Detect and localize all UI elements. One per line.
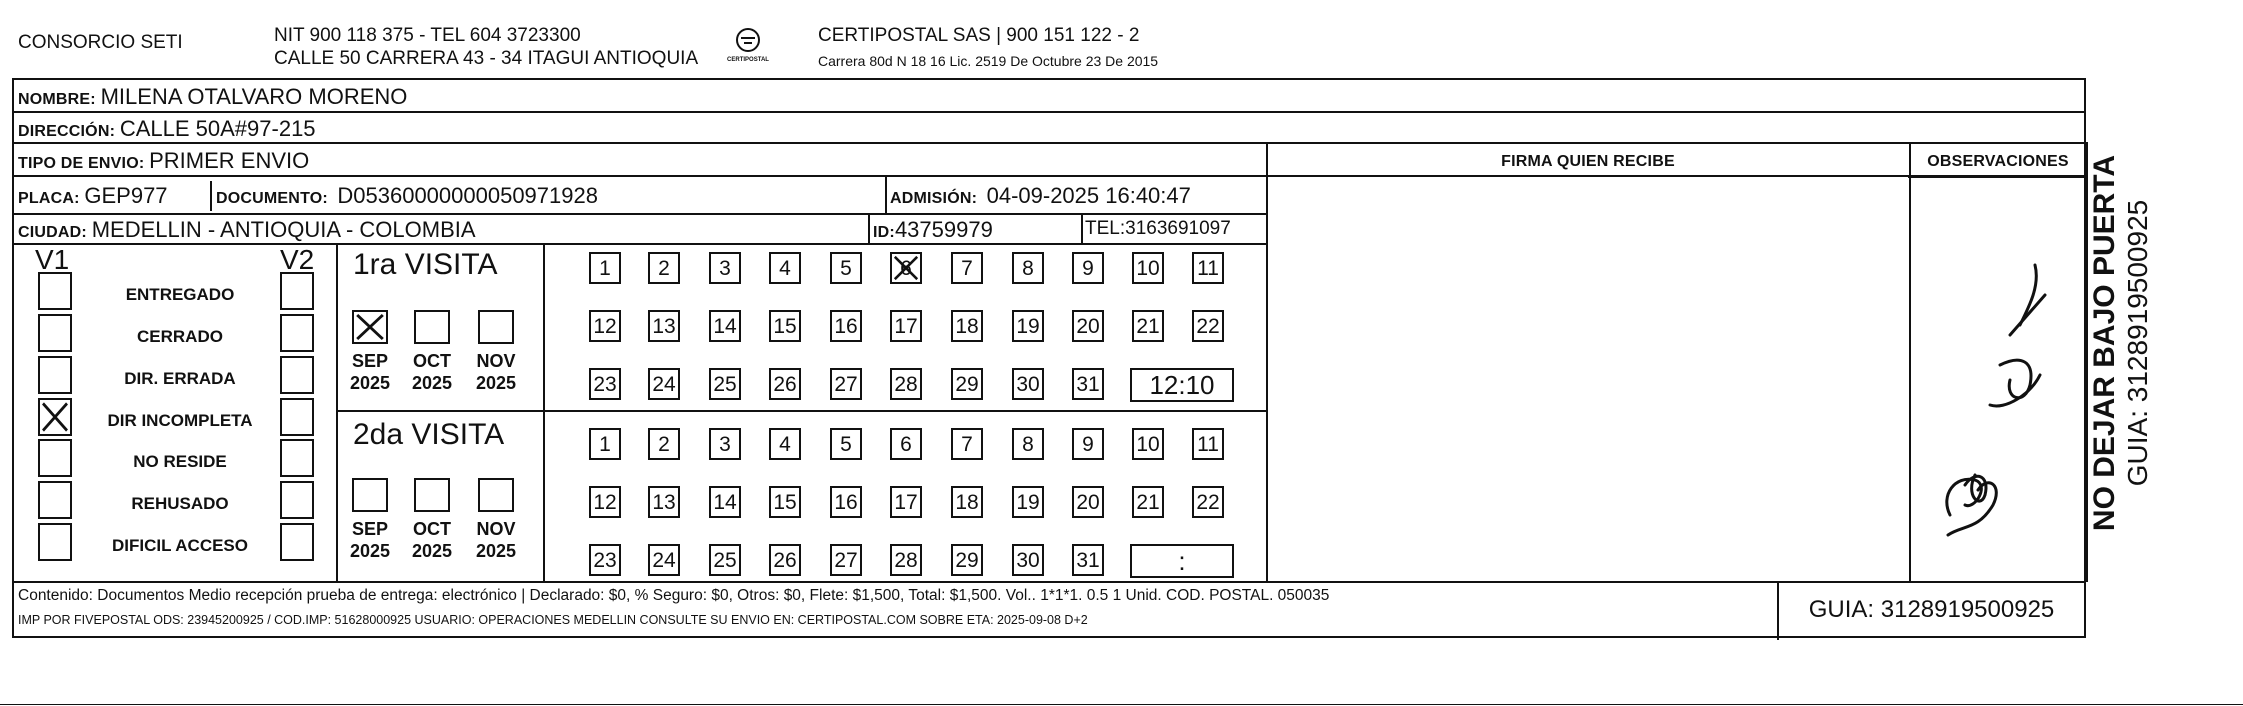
visita2-day-cell[interactable]: 28	[890, 544, 922, 576]
visita1-month-checkbox[interactable]	[478, 310, 514, 344]
direccion-row	[18, 116, 316, 142]
company-name: CONSORCIO SETI	[18, 32, 183, 53]
month-name: OCT	[413, 351, 451, 371]
month-year: 2025	[411, 541, 453, 561]
v2-label: V2	[280, 244, 315, 275]
nombre-label: NOMBRE:	[18, 91, 96, 108]
v1-checkbox[interactable]	[38, 356, 72, 394]
visita2-day-cell[interactable]: 17	[890, 486, 922, 518]
visita1-day-cell[interactable]: 2	[648, 252, 680, 284]
tipo-value: PRIMER ENVIO	[149, 148, 310, 173]
visita1-day-cell[interactable]: 8	[1012, 252, 1044, 284]
nit-line: NIT 900 118 375 - TEL 604 3723300	[274, 25, 581, 46]
status-option-label: CERRADO	[137, 327, 223, 346]
nombre-value: MILENA OTALVARO MORENO	[100, 84, 408, 109]
visita1-day-cell[interactable]: 26	[769, 368, 801, 400]
visita2-day-cell[interactable]: 18	[951, 486, 983, 518]
observaciones-signature	[1920, 215, 2060, 555]
visita2-day-cell[interactable]: 21	[1132, 486, 1164, 518]
v2-checkbox[interactable]	[280, 272, 314, 310]
visita2-day-cell[interactable]: 11	[1192, 428, 1224, 460]
id-row	[873, 217, 993, 243]
v2-checkbox[interactable]	[280, 356, 314, 394]
month-name: SEP	[351, 519, 389, 539]
visita1-day-cell[interactable]: 17	[890, 310, 922, 342]
documento-value: D05360000000050971928	[337, 183, 598, 208]
admision-row	[890, 183, 1191, 209]
visita2-time-field[interactable]: :	[1130, 544, 1234, 578]
v2-checkbox[interactable]	[280, 439, 314, 477]
admision-label: ADMISIÓN:	[890, 190, 978, 207]
visita1-day-cell[interactable]: 18	[951, 310, 983, 342]
month-year: 2025	[475, 373, 517, 393]
ciudad-label: CIUDAD:	[18, 224, 87, 241]
visita2-day-cell[interactable]: 29	[951, 544, 983, 576]
visita2-month-checkbox[interactable]	[478, 478, 514, 512]
direccion-label: DIRECCIÓN:	[18, 123, 116, 140]
visita1-day-cell[interactable]: 31	[1072, 368, 1104, 400]
month-label	[342, 350, 398, 394]
placa-row	[18, 183, 168, 209]
visita1-day-cell[interactable]: 14	[709, 310, 741, 342]
v2-checkbox[interactable]	[280, 523, 314, 561]
visita1-day-cell[interactable]: 3	[709, 252, 741, 284]
visita2-title: 2da VISITA	[353, 418, 505, 451]
visita1-day-cell[interactable]: 23	[589, 368, 621, 400]
side-text	[2088, 108, 2160, 578]
month-label	[342, 518, 398, 562]
visita1-day-cell[interactable]: 15	[769, 310, 801, 342]
address-line: CALLE 50 CARRERA 43 - 34 ITAGUI ANTIOQUIA	[274, 48, 699, 69]
month-year: 2025	[349, 541, 391, 561]
v1-checkbox[interactable]	[38, 439, 72, 477]
v1-checkbox[interactable]	[38, 314, 72, 352]
month-name: SEP	[351, 351, 389, 371]
logo-text: CERTIPOSTAL	[727, 57, 769, 63]
visita1-day-cell[interactable]: 27	[830, 368, 862, 400]
barcode	[1298, 17, 1934, 75]
visita2-day-cell[interactable]: 23	[589, 544, 621, 576]
observaciones-header: OBSERVACIONES	[1927, 153, 2069, 170]
visita2-month-checkbox[interactable]	[352, 478, 388, 512]
tipo-row	[18, 148, 309, 174]
visita1-day-cell[interactable]: 1	[589, 252, 621, 284]
v1-checkbox[interactable]	[38, 398, 72, 436]
visita2-day-cell[interactable]: 3	[709, 428, 741, 460]
id-value: 43759979	[894, 217, 993, 242]
placa-value: GEP977	[84, 183, 168, 208]
id-label: ID:	[873, 224, 895, 241]
visita2-day-cell[interactable]: 20	[1072, 486, 1104, 518]
visita1-day-cell[interactable]: 24	[648, 368, 680, 400]
visita1-day-cell[interactable]: 20	[1072, 310, 1104, 342]
visita2-day-cell[interactable]: 7	[951, 428, 983, 460]
month-year: 2025	[411, 373, 453, 393]
visita1-day-cell[interactable]: 30	[1012, 368, 1044, 400]
v1-checkbox[interactable]	[38, 272, 72, 310]
tipo-label: TIPO DE ENVIO:	[18, 155, 145, 172]
direccion-value: CALLE 50A#97-215	[119, 116, 316, 141]
footer-imp: IMP POR FIVEPOSTAL ODS: 23945200925 / COD.IMP: 51628000925 USUARIO: OPERACIONES MEDELLIN CONSULTE SU ENVIO EN: CERTIPOSTAL.COM SOBRE ETA: 2025-09-08 D+2	[18, 613, 1088, 627]
visita1-time-field[interactable]: 12:10	[1130, 368, 1234, 402]
visita2-day-cell[interactable]: 2	[648, 428, 680, 460]
status-option-label: DIR. ERRADA	[124, 369, 236, 388]
visita2-day-cell[interactable]: 19	[1012, 486, 1044, 518]
visita1-day-cell[interactable]: 11	[1192, 252, 1224, 284]
visita1-day-cell[interactable]: 10	[1132, 252, 1164, 284]
tel-value: 3163691097	[1125, 218, 1231, 239]
visita2-day-cell[interactable]: 25	[709, 544, 741, 576]
month-year: 2025	[349, 373, 391, 393]
status-option-label: NO RESIDE	[133, 452, 227, 471]
month-year: 2025	[475, 541, 517, 561]
visita2-day-cell[interactable]: 31	[1072, 544, 1104, 576]
visita1-day-cell[interactable]: 29	[951, 368, 983, 400]
visita1-day-cell[interactable]: 9	[1072, 252, 1104, 284]
side-warning: NO DEJAR BAJO PUERTA	[2088, 154, 2121, 532]
certipostal-line: CERTIPOSTAL SAS | 900 151 122 - 2	[818, 25, 1140, 46]
visita1-day-cell[interactable]: 7	[951, 252, 983, 284]
visita2-day-cell[interactable]: 16	[830, 486, 862, 518]
visita2-day-cell[interactable]: 10	[1132, 428, 1164, 460]
certipostal-logo	[718, 26, 778, 72]
status-option-label: DIR INCOMPLETA	[107, 411, 253, 430]
visita1-day-cell[interactable]: 25	[709, 368, 741, 400]
footer-guia: GUIA: 3128919500925	[1808, 596, 2055, 623]
visita2-day-cell[interactable]: 14	[709, 486, 741, 518]
month-label	[404, 350, 460, 394]
visita2-month-checkbox[interactable]	[414, 478, 450, 512]
month-name: OCT	[413, 519, 451, 539]
firma-header: FIRMA QUIEN RECIBE	[1501, 153, 1675, 170]
visita1-day-cell[interactable]: 4	[769, 252, 801, 284]
visita2-day-cell[interactable]: 8	[1012, 428, 1044, 460]
status-option-label: REHUSADO	[131, 494, 229, 513]
tel-row	[1085, 218, 1231, 240]
visita1-day-cell[interactable]: 21	[1132, 310, 1164, 342]
visita2-day-cell[interactable]: 9	[1072, 428, 1104, 460]
visita1-day-cell[interactable]: 12	[589, 310, 621, 342]
visita2-day-cell[interactable]: 4	[769, 428, 801, 460]
visita1-month-checkbox[interactable]	[414, 310, 450, 344]
v1-label: V1	[35, 244, 70, 275]
visita2-day-cell[interactable]: 22	[1192, 486, 1224, 518]
visita1-day-cell[interactable]: 13	[648, 310, 680, 342]
documento-label: DOCUMENTO:	[216, 190, 328, 207]
side-guia: GUIA: 3128919500925	[2122, 199, 2153, 487]
month-name: NOV	[476, 351, 516, 371]
visita2-day-cell[interactable]: 15	[769, 486, 801, 518]
footer-content: Contenido: Documentos Medio recepción prueba de entrega: electrónico | Declarado: $0, % Seguro: $0, Otros: $0, Flete: $1,500, Total: $1,500. Vol.. 1*1*1. 0.5 1 Unid. COD. POSTAL. 050035	[18, 587, 1330, 604]
visita1-day-cell[interactable]: 6	[890, 252, 922, 284]
placa-label: PLACA:	[18, 190, 80, 207]
visita2-day-cell[interactable]: 13	[648, 486, 680, 518]
visita2-day-cell[interactable]: 24	[648, 544, 680, 576]
visita1-day-cell[interactable]: 19	[1012, 310, 1044, 342]
month-label	[468, 518, 524, 562]
tel-label: TEL:	[1085, 218, 1126, 239]
visita1-day-cell[interactable]: 5	[830, 252, 862, 284]
visita2-day-cell[interactable]: 26	[769, 544, 801, 576]
v1-checkbox[interactable]	[38, 481, 72, 519]
visita2-day-cell[interactable]: 27	[830, 544, 862, 576]
documento-row	[216, 183, 598, 209]
v2-checkbox[interactable]	[280, 398, 314, 436]
month-name: NOV	[476, 519, 516, 539]
status-option-label: ENTREGADO	[125, 285, 235, 304]
visita1-title: 1ra VISITA	[353, 248, 498, 281]
v2-checkbox[interactable]	[280, 314, 314, 352]
visita1-day-cell[interactable]: 16	[830, 310, 862, 342]
visita1-month-checkbox[interactable]	[352, 310, 388, 344]
ciudad-row	[18, 217, 476, 243]
v2-checkbox[interactable]	[280, 481, 314, 519]
visita1-day-cell[interactable]: 22	[1192, 310, 1224, 342]
visita2-day-cell[interactable]: 30	[1012, 544, 1044, 576]
visita1-day-cell[interactable]: 28	[890, 368, 922, 400]
license-line: Carrera 80d N 18 16 Lic. 2519 De Octubre 23 De 2015	[818, 53, 1159, 69]
status-option-label: DIFICIL ACCESO	[111, 536, 248, 555]
visita2-day-cell[interactable]: 5	[830, 428, 862, 460]
month-label	[404, 518, 460, 562]
v1-checkbox[interactable]	[38, 523, 72, 561]
visita2-day-cell[interactable]: 1	[589, 428, 621, 460]
admision-value: 04-09-2025 16:40:47	[986, 183, 1191, 208]
visita2-day-cell[interactable]: 6	[890, 428, 922, 460]
month-label	[468, 350, 524, 394]
ciudad-value: MEDELLIN - ANTIOQUIA - COLOMBIA	[91, 217, 476, 242]
nombre-row	[18, 84, 407, 110]
visita2-day-cell[interactable]: 12	[589, 486, 621, 518]
